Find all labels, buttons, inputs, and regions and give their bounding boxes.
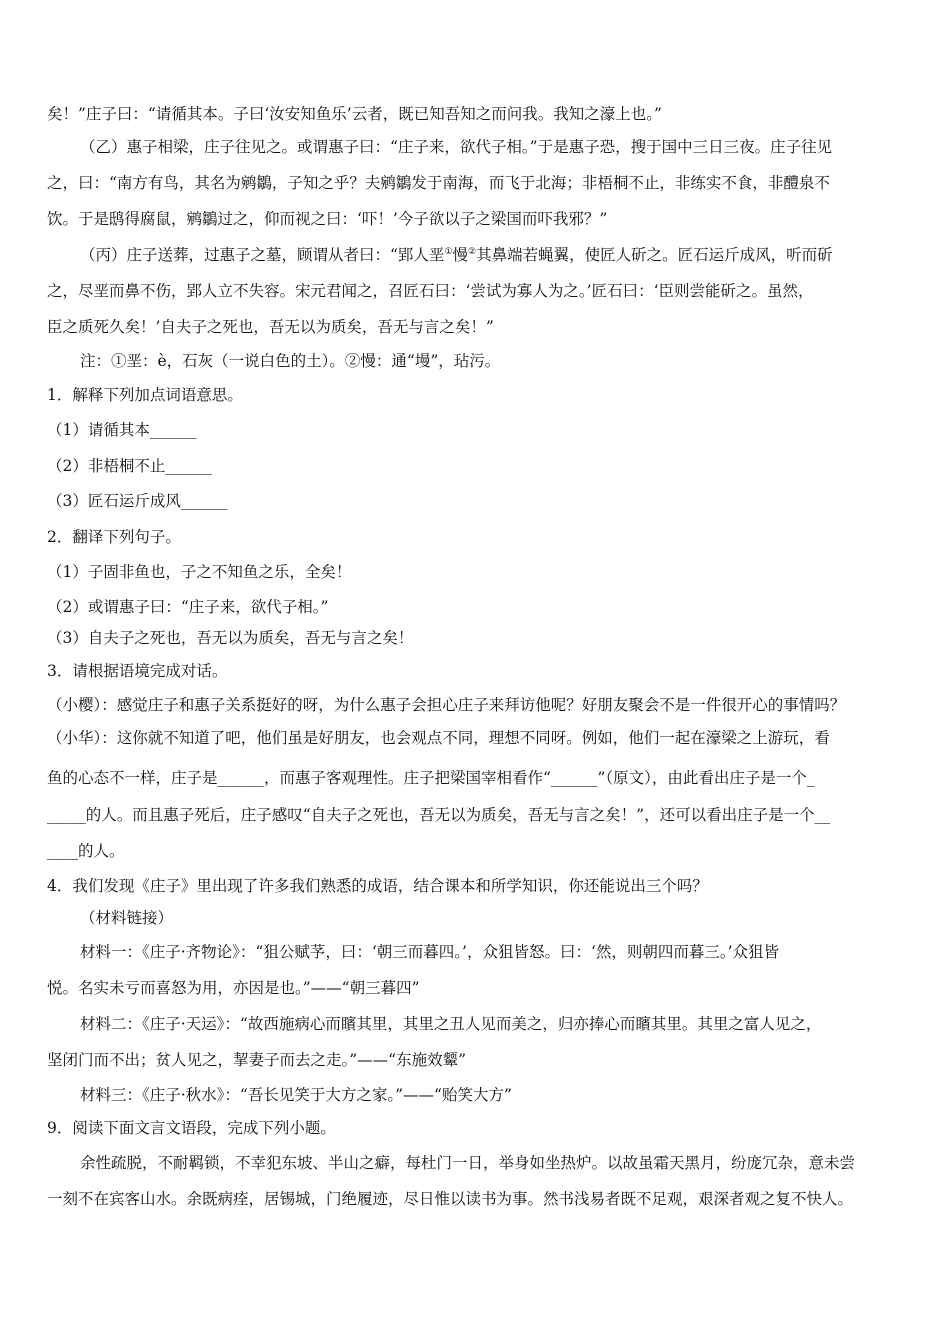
question-1-title: 1．解释下列加点词语意思。 xyxy=(47,386,243,404)
question-1-item-3: （3）匠石运斤成风______ xyxy=(47,492,228,510)
question-2-item-3: （3）自夫子之死也，吾无以为质矣，吾无与言之矣！ xyxy=(47,629,414,647)
question-1-item-1: （1）请循其本______ xyxy=(47,421,197,439)
question-3-title: 3．请根据语境完成对话。 xyxy=(47,662,228,680)
question-3-line-2: （小华）：这你就不知道了吧，他们虽是好朋友，也会观点不同，理想不同呀。例如，他们一起在濠梁之上游玩，看 xyxy=(47,729,830,747)
question-3-line-5: ____的人。 xyxy=(47,842,125,860)
material-1-line-1: 材料一：《庄子·齐物论》：“狙公赋芧，曰：‘朝三而暮四。’，众狙皆怒。曰：‘然，则朝四而暮三。’众狙皆 xyxy=(80,943,780,961)
question-1-item-2: （2）非梧桐不止______ xyxy=(47,457,212,475)
material-2-line-1: 材料二：《庄子·天运》：“故西施病心而矉其里，其里之丑人见而美之，归亦捧心而矉其里。其里之富人见之， xyxy=(80,1015,822,1033)
passage-yi-line-2: 之，曰：“南方有鸟，其名为鹓鶵，子知之乎？夫鹓鶵发于南海，而飞于北海；非梧桐不止，非练实不食，非醴泉不 xyxy=(47,174,830,192)
question-3-line-1: （小樱）：感觉庄子和惠子关系挺好的呀，为什么惠子会担心庄子来拜访他呢？好朋友聚会不是一件很开心的事情吗？ xyxy=(47,696,846,714)
question-4-material-link: （材料链接） xyxy=(80,909,174,927)
passage-yi-line-3: 饮。于是鸱得腐鼠，鹓鶵过之，仰而视之曰：‘吓！’今子欲以子之梁国而吓我邪？” xyxy=(47,210,608,228)
passage-note: 注：①垩：è，石灰（一说白色的土）。②慢：通“墁”，玷污。 xyxy=(80,352,501,370)
question-3-line-4: _____的人。而且惠子死后，庄子感叹“自夫子之死也，吾无以为质矣，吾无与言之矣！”，还可以看出庄子是一个__ xyxy=(47,806,831,824)
passage-bing-line-2: 之，尽垩而鼻不伤，郢人立不失容。宋元君闻之，召匠石曰：‘尝试为寡人为之。’匠石曰：‘臣则尝能斫之。虽然， xyxy=(47,282,814,300)
passage-bing-text-c: 其鼻端若蝇翼，使匠人斫之。匠石运斤成风，听而斫 xyxy=(476,246,833,264)
passage-bing-text-b: 慢 xyxy=(452,246,469,264)
material-1-line-2: 悦。名实未亏而喜怒为用，亦因是也。”——“朝三暮四” xyxy=(47,979,420,997)
question-9-title: 9．阅读下面文言文语段，完成下列小题。 xyxy=(47,1119,336,1137)
footnote-marker-1: ① xyxy=(444,246,453,257)
question-4-title: 4．我们发现《庄子》里出现了许多我们熟悉的成语，结合课本和所学知识，你还能说出三个吗？ xyxy=(47,877,708,895)
question-9-passage-line-1: 余性疏脱，不耐羁锁，不幸犯东坡、半山之癖，每杜门一日，举身如坐热炉。以故虽霜天黑月，纷庞冗杂，意未尝 xyxy=(80,1154,856,1172)
footnote-marker-2: ② xyxy=(468,246,477,257)
question-9-passage-line-2: 一刻不在宾客山水。余既病痊，居锡城，门绝履迹，尽日惟以读书为事。然书浅易者既不足观，艰深者观之复不快人。 xyxy=(47,1190,854,1208)
passage-bing-text-a: （丙）庄子送葬，过惠子之墓，顾谓从者曰：“郢人垩 xyxy=(80,246,445,264)
passage-bing-line-3: 臣之质死久矣！’自夫子之死也，吾无以为质矣，吾无与言之矣！” xyxy=(47,318,494,336)
question-2-item-1: （1）子固非鱼也，子之不知鱼之乐，全矣！ xyxy=(47,563,352,581)
passage-jia-tail: 矣！”庄子曰：“请循其本。子曰‘汝安知鱼乐’云者，既已知吾知之而问我。我知之濠上也。” xyxy=(47,105,662,123)
material-2-line-2: 坚闭门而不出；贫人见之，挈妻子而去之走。”——“东施效颦” xyxy=(47,1051,467,1069)
question-3-line-3: 鱼的心态不一样，庄子是______，而惠子客观理性。庄子把梁国宰相看作“______”（原文），由此看出庄子是一个_ xyxy=(47,769,815,787)
question-2-item-2: （2）或谓惠子曰：“庄子来，欲代子相。” xyxy=(47,598,329,616)
material-3-line-1: 材料三：《庄子·秋水》：“吾长见笑于大方之家。”——“贻笑大方” xyxy=(80,1086,512,1104)
passage-bing-line-1 xyxy=(80,245,907,265)
question-2-title: 2．翻译下列句子。 xyxy=(47,528,181,546)
passage-yi-line-1: （乙）惠子相梁，庄子往见之。或谓惠子曰：“庄子来，欲代子相。”于是惠子恐，搜于国中三日三夜。庄子往见 xyxy=(80,138,833,156)
